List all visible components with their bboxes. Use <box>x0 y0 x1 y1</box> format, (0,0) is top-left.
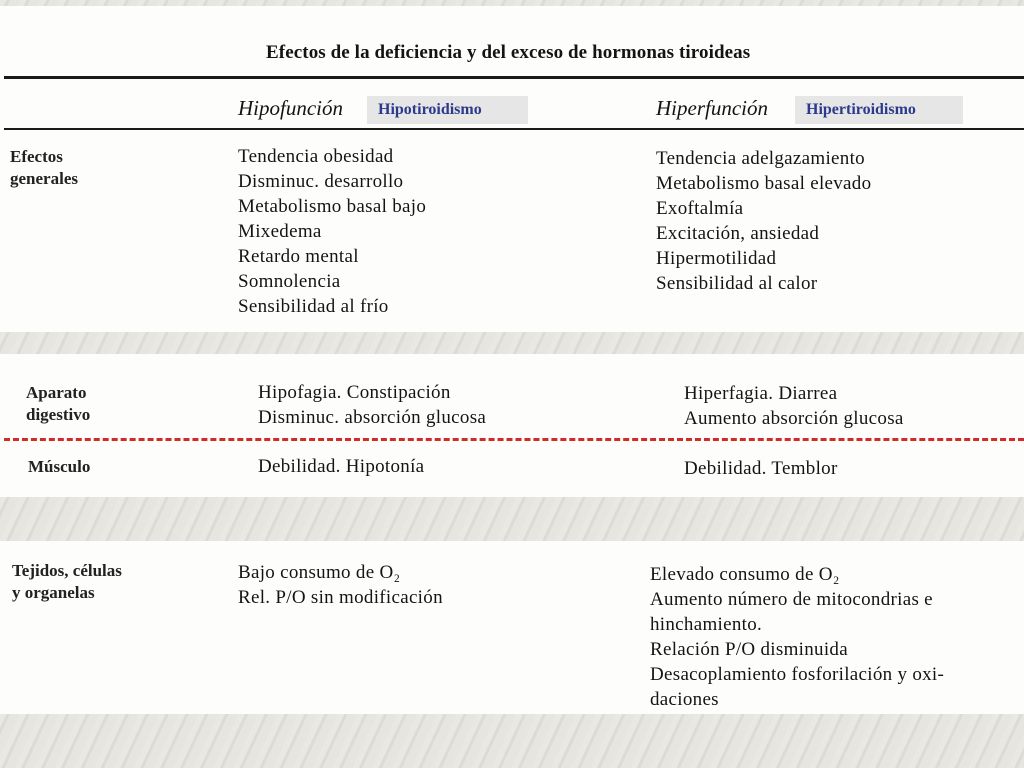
list-item: Rel. P/O sin modificación <box>238 587 443 608</box>
row-label-tissues <box>12 560 122 604</box>
list-item: Somnolencia <box>238 271 341 292</box>
list-item: Hipermotilidad <box>656 248 777 269</box>
row-label-line: Tejidos, células <box>12 561 122 580</box>
list-item: Disminuc. absorción glucosa <box>258 407 487 428</box>
digestive-hypo-list <box>258 380 486 430</box>
tissues-hypo-list <box>238 560 443 610</box>
hypofunction-header: Hipofunción <box>238 96 343 120</box>
row-label-line: y organelas <box>12 583 95 602</box>
row-label-line: Efectos <box>10 147 63 166</box>
table-title: Efectos de la deficiencia y del exceso de hormonas tiroideas <box>266 42 751 63</box>
row-label-digestive <box>26 382 90 426</box>
list-item: Hiperfagia. Diarrea <box>684 383 838 404</box>
tissues-hyper-list <box>650 562 944 712</box>
general-hyper-list <box>656 146 871 296</box>
highlight-dashed-line <box>4 438 1024 441</box>
row-label-line: digestivo <box>26 405 91 424</box>
list-item: Mixedema <box>238 221 322 242</box>
list-item: Debilidad. Hipotonía <box>258 456 425 477</box>
list-item: Relación P/O disminuida <box>650 639 848 660</box>
general-hypo-list <box>238 144 426 319</box>
list-item: Aumento absorción glucosa <box>684 408 904 429</box>
list-item: Tendencia obesidad <box>238 146 394 167</box>
background-gap-strip-2 <box>0 497 1024 541</box>
list-item: Elevado consumo de O₂ <box>650 564 840 585</box>
header-rule <box>4 128 1024 130</box>
list-item: hinchamiento. <box>650 614 763 635</box>
hyperfunction-header: Hiperfunción <box>656 96 768 120</box>
background-gap-strip <box>0 332 1024 354</box>
muscle-hypo-list <box>258 454 424 479</box>
background-bottom-strip <box>0 714 1024 768</box>
row-label-line: Aparato <box>26 383 87 402</box>
list-item: daciones <box>650 689 719 710</box>
list-item: Hipofagia. Constipación <box>258 382 451 403</box>
list-item: Metabolismo basal elevado <box>656 173 872 194</box>
list-item: Sensibilidad al frío <box>238 296 389 317</box>
list-item: Disminuc. desarrollo <box>238 171 404 192</box>
hypothyroidism-tag: Hipotiroidismo <box>367 96 528 124</box>
row-label-line: generales <box>10 169 78 188</box>
row-label-general <box>10 146 78 190</box>
list-item: Tendencia adelgazamiento <box>656 148 865 169</box>
list-item: Aumento número de mitocondrias e <box>650 589 933 610</box>
list-item: Sensibilidad al calor <box>656 273 818 294</box>
row-label-muscle <box>28 456 90 478</box>
list-item: Exoftalmía <box>656 198 744 219</box>
list-item: Debilidad. Temblor <box>684 458 838 479</box>
muscle-hyper-list <box>684 456 838 481</box>
top-rule <box>4 76 1024 79</box>
list-item: Bajo consumo de O₂ <box>238 562 401 583</box>
row-label-line: Músculo <box>28 457 91 476</box>
list-item: Retardo mental <box>238 246 359 267</box>
hyperthyroidism-tag: Hipertiroidismo <box>795 96 963 124</box>
list-item: Metabolismo basal bajo <box>238 196 427 217</box>
list-item: Excitación, ansiedad <box>656 223 820 244</box>
list-item: Desacoplamiento fosforilación y oxi- <box>650 664 945 685</box>
digestive-hyper-list <box>684 381 904 431</box>
